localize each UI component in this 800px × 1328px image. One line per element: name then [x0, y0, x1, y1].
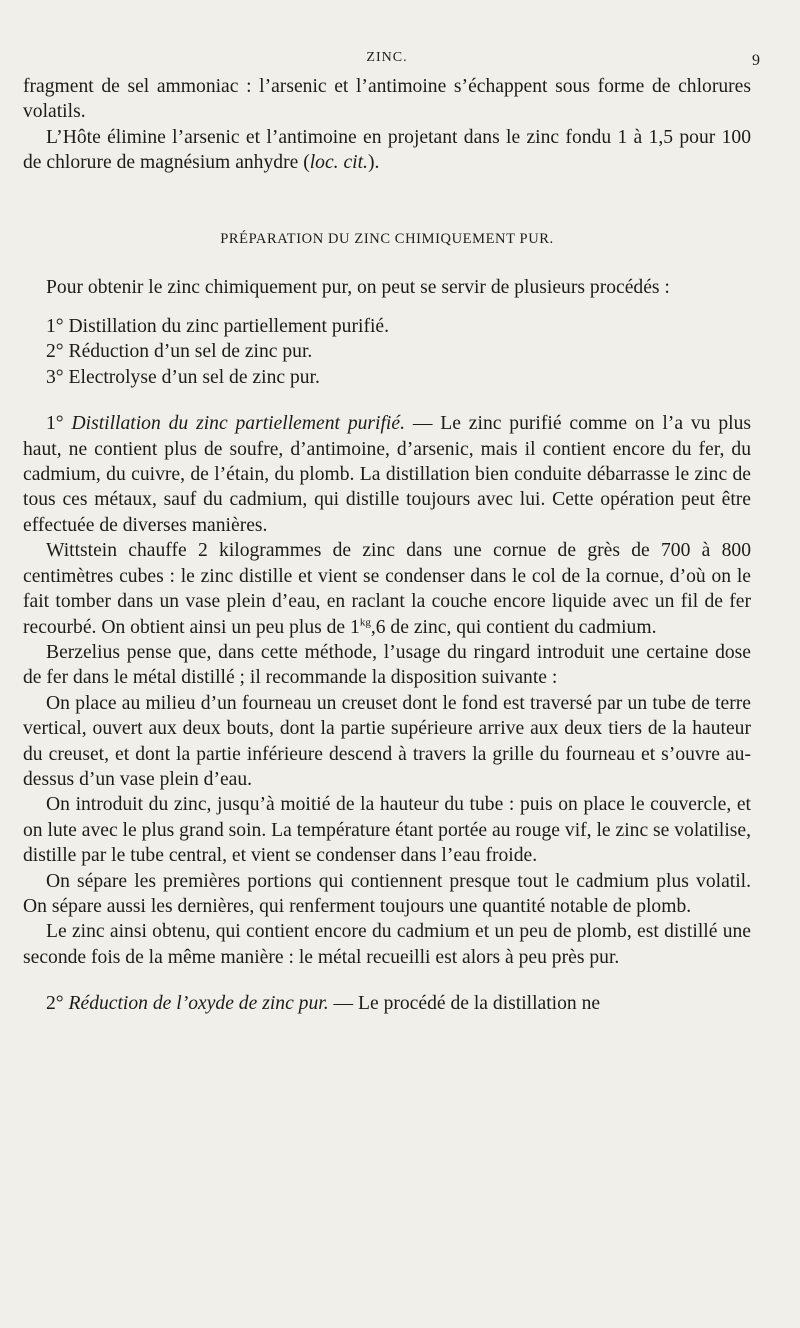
- section-number: 1°: [46, 413, 72, 435]
- paragraph-reduction-text: — Le procédé de la distillation ne: [328, 993, 601, 1015]
- paragraph-lhote: [23, 125, 751, 176]
- list-item: 3° Electrolyse d’un sel de zinc pur.: [46, 366, 320, 388]
- running-title: ZINC.: [366, 50, 408, 65]
- paragraph-lhote-text: L’Hôte élimine l’arsenic et l’antimoine en projetant dans le zinc fondu 1 à 1,5 pour 100 de chlorure de magnésium anhydre (: [23, 126, 751, 174]
- section-heading: PRÉPARATION DU ZINC CHIMIQUEMENT PUR.: [220, 230, 554, 247]
- procedure-list: [23, 314, 751, 390]
- paragraph-continued: fragment de sel ammoniac : l’arsenic et l’antimoine s’échappent sous forme de chlorures volatils.: [23, 76, 751, 123]
- paragraph-introduction-zinc: On introduit du zinc, jusqu’à moitié de la hauteur du tube : puis on place le couvercle, et on lute avec le plus grand soin. La température étant portée au rouge vif, le zinc se volatilise, distille par le tube central, et vient se condenser dans l’eau froide.: [23, 794, 751, 867]
- paragraph-reduction: [23, 991, 751, 1016]
- unit-superscript: kg: [359, 615, 371, 628]
- list-item: 2° Réduction d’un sel de zinc pur.: [46, 341, 313, 363]
- paragraph-final: Le zinc ainsi obtenu, qui contient encore du cadmium et un peu de plomb, est distillé une seconde fois de la même manière : le métal recueilli est alors à peu près pur.: [23, 921, 751, 968]
- paragraph-wittstein-end: ,6 de zinc, qui contient du cadmium.: [370, 616, 657, 638]
- list-item: 1° Distillation du zinc partiellement purifié.: [46, 316, 390, 338]
- paragraph-fourneau: On place au milieu d’un fourneau un creuset dont le fond est traversé par un tube de terre vertical, ouvert aux deux bouts, dont la partie supérieure arrive aux deux tiers de la hauteur du creuset, et dont la partie inférieure descend à travers la grille du fourneau et s’ouvre au-dessus d’un vase plein d’eau.: [23, 692, 751, 790]
- subsection-title: Réduction de l’oxyde de zinc pur.: [68, 993, 329, 1015]
- paragraph-berzelius: Berzelius pense que, dans cette méthode, l’usage du ringard introduit une certaine dose de fer dans le métal distillé ; il recommande la disposition suivante :: [23, 641, 751, 689]
- paragraph-distillation: [23, 411, 751, 538]
- paragraph-lhote-end: ).: [367, 152, 380, 174]
- running-head: [23, 46, 761, 74]
- paragraph-wittstein: [23, 538, 751, 640]
- paragraph-intro: Pour obtenir le zinc chimiquement pur, on peut se servir de plusieurs procédés :: [46, 276, 670, 298]
- paragraph-separation: On sépare les premières portions qui contiennent presque tout le cadmium plus volatil. On sépare aussi les dernières, qui renferment toujours une quantité notable de plomb.: [23, 870, 751, 917]
- section-number: 2°: [46, 993, 69, 1015]
- paragraph-wittstein-text: Wittstein chauffe 2 kilogrammes de zinc dans une cornue de grès de 700 à 800 centimètres cubes : le zinc distille et vient se condenser dans le col de la cornue, d’où on le fait tomber dans un vase plein d’eau, en raclant la couche encore liquide avec un fil de fer recourbé. On obtient ainsi un peu plus de 1: [23, 540, 751, 638]
- subsection-title: Distillation du zinc partiellement purifié.: [71, 413, 405, 435]
- page-number: 9: [752, 52, 761, 69]
- citation: loc. cit.: [309, 152, 368, 174]
- paragraph-distillation-text: — Le zinc purifié comme on l’a vu plus haut, ne contient plus de soufre, d’antimoine, d’arsenic, mais il contient encore du fer, du cadmium, du cuivre, de l’étain, du plomb. La distillation bien conduite débarrasse le zinc de tous ces métaux, sauf du cadmium, qui distille toujours avec lui. Cette opération peut être effectuée de diverses manières.: [23, 413, 751, 536]
